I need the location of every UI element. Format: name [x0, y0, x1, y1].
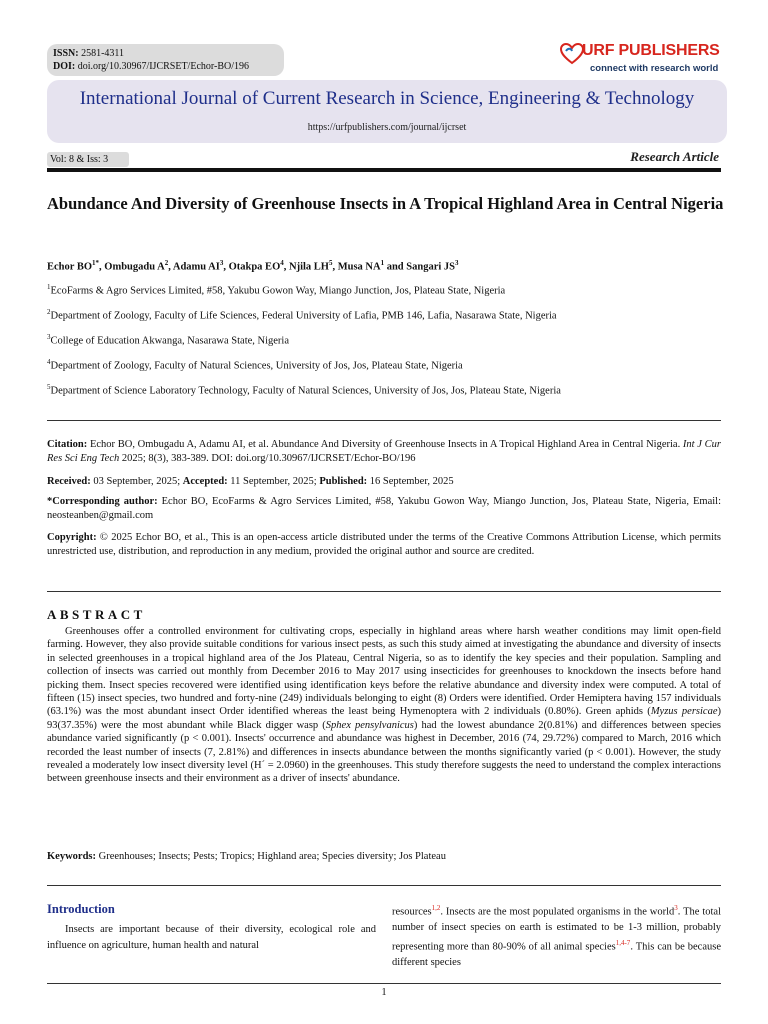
affiliation — [47, 283, 505, 297]
issn-value: 2581-4311 — [81, 48, 125, 59]
copyright — [47, 531, 721, 559]
species-name-1: Myzus persicae — [650, 706, 718, 718]
abstract-part-3: ) had the lowest abundance 2(0.81%) and differences between species abundance varied significantly (p < 0.001). Insects' occurrence and abundance was highest in December, 2016 (74, 29.72%) compared to March, 2016 which recorded the least number of insects (7, 2.81%) and differences in insects abundance between the months significantly varied (p < 0.001). However, the study revealed a moderately low insect diversity level (H´ = 2.0960) in the greenhouses. This study therefore suggests the need to understand the complex interactions between greenhouse insects and their environment as a driver of insects' abundance. — [47, 719, 721, 785]
author-list — [47, 259, 459, 273]
intro-right-column — [392, 901, 721, 970]
copyright-label: Copyright: — [47, 532, 97, 543]
corresponding-author — [47, 495, 721, 523]
intro-text-d: . This can be because different species — [392, 941, 721, 968]
author-affiliation-marker: 3 — [455, 259, 459, 267]
affiliation — [47, 308, 557, 322]
citation-text: Echor BO, Ombugadu A, Adamu AI, et al. Abundance And Diversity of Greenhouse Insects in A Tropical Highland Area in Central Nigeria. — [87, 439, 683, 450]
author-name: Echor BO — [47, 261, 93, 273]
reference-link-1[interactable]: 1,2 — [431, 904, 441, 912]
affiliation-marker: 4 — [47, 358, 51, 366]
affiliation-marker: 5 — [47, 383, 51, 391]
affiliation — [47, 358, 463, 372]
affiliation — [47, 383, 561, 397]
author-separator: , — [332, 261, 338, 273]
page-number: 1 — [381, 987, 387, 998]
author-name: Sangari JS — [406, 261, 456, 273]
issn-label: ISSN: — [53, 48, 79, 59]
author-affiliation-marker: 3 — [219, 259, 224, 267]
article-title: Abundance And Diversity of Greenhouse Insects in A Tropical Highland Area in Central Nigeria — [47, 194, 724, 213]
corresponding-label: *Corresponding author: — [47, 496, 158, 507]
publisher-heart-icon — [560, 42, 584, 66]
abstract-part-1: Greenhouses offer a controlled environment for cultivating crops, especially in highland areas where harsh weather conditions may limit open-field farming. However, they also provide suitable conditions for various insect pests, as such this study aimed at investigating the abundance and diversity of insects in selected greenhouses in a tropical highland area of the Jos Plateau, Central Nigeria, so as to identify the key species and their population. Sampling and collection of insects was carried out monthly from December 2016 to May 2017 using insecticides for greenhouses to knockdown the insects before hand picking them. Insect species recovered were identified using identification keys before the relative abundance and diversity index were computed. A total of fifteen (15) insect species, two hundred and forty-nine (249) individuals belonging to eight (8) Orders were identified. Order Hemiptera having 157 individuals (63.1%) was the most abundant insect Order identified whereas the least being Hymenoptera with 2 individuals (0.80%). Green aphids ( — [47, 626, 721, 718]
species-name-2: Sphex pensylvanicus — [325, 719, 414, 731]
journal-url[interactable]: https://urfpublishers.com/journal/ijcrset — [307, 122, 467, 133]
affiliation-text: Department of Zoology, Faculty of Life Sciences, Federal University of Lafia, PMB 146, Lafia, Nasarawa State, Nigeria — [50, 310, 557, 322]
author-separator: , — [99, 261, 105, 273]
author-separator: , — [283, 261, 289, 273]
affiliation-marker: 2 — [47, 308, 51, 316]
author-separator: , — [223, 261, 229, 273]
citation-rest: 2025; 8(3), 383-389. DOI: doi.org/10.30967/IJCRSET/Echor-BO/196 — [119, 453, 416, 464]
citation-label: Citation: — [47, 439, 88, 450]
journal-banner — [47, 80, 727, 143]
author-affiliation-marker: 1 — [380, 259, 385, 267]
copyright-text: © 2025 Echor BO, et al., This is an open-access article distributed under the terms of the Creative Commons Attribution License, which permits unrestricted use, distribution, and reproduction in any medium, provided the original author and source are credited. — [47, 532, 721, 557]
author-name: Njila LH — [288, 261, 329, 273]
author-affiliation-marker: 5 — [328, 259, 333, 267]
received-value: 03 September, 2025; — [90, 476, 183, 487]
keywords — [47, 851, 446, 862]
keywords-text: Greenhouses; Insects; Pests; Tropics; Highland area; Species diversity; Jos Plateau — [96, 851, 446, 862]
journal-title: International Journal of Current Research in Science, Engineering & Technology — [79, 88, 695, 109]
author-affiliation-marker: 2 — [164, 259, 169, 267]
publisher-tagline: connect with research world — [590, 63, 719, 74]
reference-link-2[interactable]: 3 — [674, 904, 678, 912]
abstract-body — [47, 625, 721, 786]
abstract-part-2: ) 93(37.35%) were the most abundant while Black digger wasp ( — [47, 706, 722, 731]
affiliation-text: Department of Zoology, Faculty of Natural Sciences, University of Jos, Jos, Plateau State, Nigeria — [50, 360, 463, 372]
intro-text-a: resources — [392, 906, 432, 918]
author-affiliation-marker: 1* — [92, 259, 100, 267]
author-affiliation-marker: 4 — [280, 259, 284, 267]
keywords-label: Keywords: — [47, 851, 96, 862]
doi-value[interactable]: doi.org/10.30967/IJCRSET/Echor-BO/196 — [77, 61, 250, 72]
affiliation-marker: 1 — [47, 283, 51, 291]
identifier-box — [47, 44, 284, 76]
intro-text-c: . The total number of insect species on earth is estimated to be 1-3 million, probably representing more than 80-90% of all animal species — [392, 906, 722, 952]
affiliation-text: Department of Science Laboratory Technology, Faculty of Natural Sciences, University of Jos, Jos, Plateau State, Nigeria — [50, 385, 561, 397]
publisher-logo[interactable] — [560, 42, 730, 78]
received-label: Received: — [47, 476, 91, 487]
author-name: Adamu AI — [172, 261, 220, 273]
article-type: Research Article — [630, 149, 719, 164]
publisher-name: URF PUBLISHERS — [582, 42, 720, 59]
reference-link-3[interactable]: 1,4-7 — [615, 938, 631, 947]
affiliation-text: EcoFarms & Agro Services Limited, #58, Yakubu Gowon Way, Miango Junction, Jos, Plateau State, Nigeria — [50, 285, 506, 297]
accepted-value: 11 September, 2025; — [227, 476, 320, 487]
doi-label: DOI: — [53, 61, 76, 72]
footer-divider — [47, 983, 721, 984]
divider-intro — [47, 885, 721, 886]
header-divider — [47, 168, 721, 172]
affiliation — [47, 333, 289, 347]
author-name: Musa NA — [337, 261, 381, 273]
author-name: Otakpa EO — [228, 261, 281, 273]
intro-text-b: . Insects are the most populated organisms in the world — [440, 906, 675, 918]
section-heading-introduction: Introduction — [47, 902, 115, 916]
divider-abstract — [47, 591, 721, 592]
divider-top — [47, 420, 721, 421]
accepted-label: Accepted: — [182, 476, 228, 487]
author-name: Ombugadu A — [104, 261, 165, 273]
published-value: 16 September, 2025 — [367, 476, 454, 487]
published-label: Published: — [319, 476, 368, 487]
affiliation-marker: 3 — [47, 333, 51, 341]
volume-issue: Vol: 8 & Iss: 3 — [47, 152, 129, 167]
abstract-heading: ABSTRACT — [47, 607, 146, 622]
author-separator: , — [168, 261, 173, 273]
intro-left-column: Insects are important because of their diversity, ecological role and influence on agriculture, human health and natural — [47, 924, 376, 951]
affiliation-text: College of Education Akwanga, Nasarawa State, Nigeria — [50, 335, 290, 347]
citation-journal: Int J Cur Res Sci Eng Tech — [47, 439, 721, 464]
dates — [47, 475, 721, 489]
corresponding-text: Echor BO, EcoFarms & Agro Services Limited, #58, Yakubu Gowon Way, Miango Junction, Jos, Plateau State, Nigeria, Email: neosteanben@gmail.com — [47, 496, 721, 521]
citation — [47, 438, 721, 466]
author-separator: and — [384, 261, 407, 273]
